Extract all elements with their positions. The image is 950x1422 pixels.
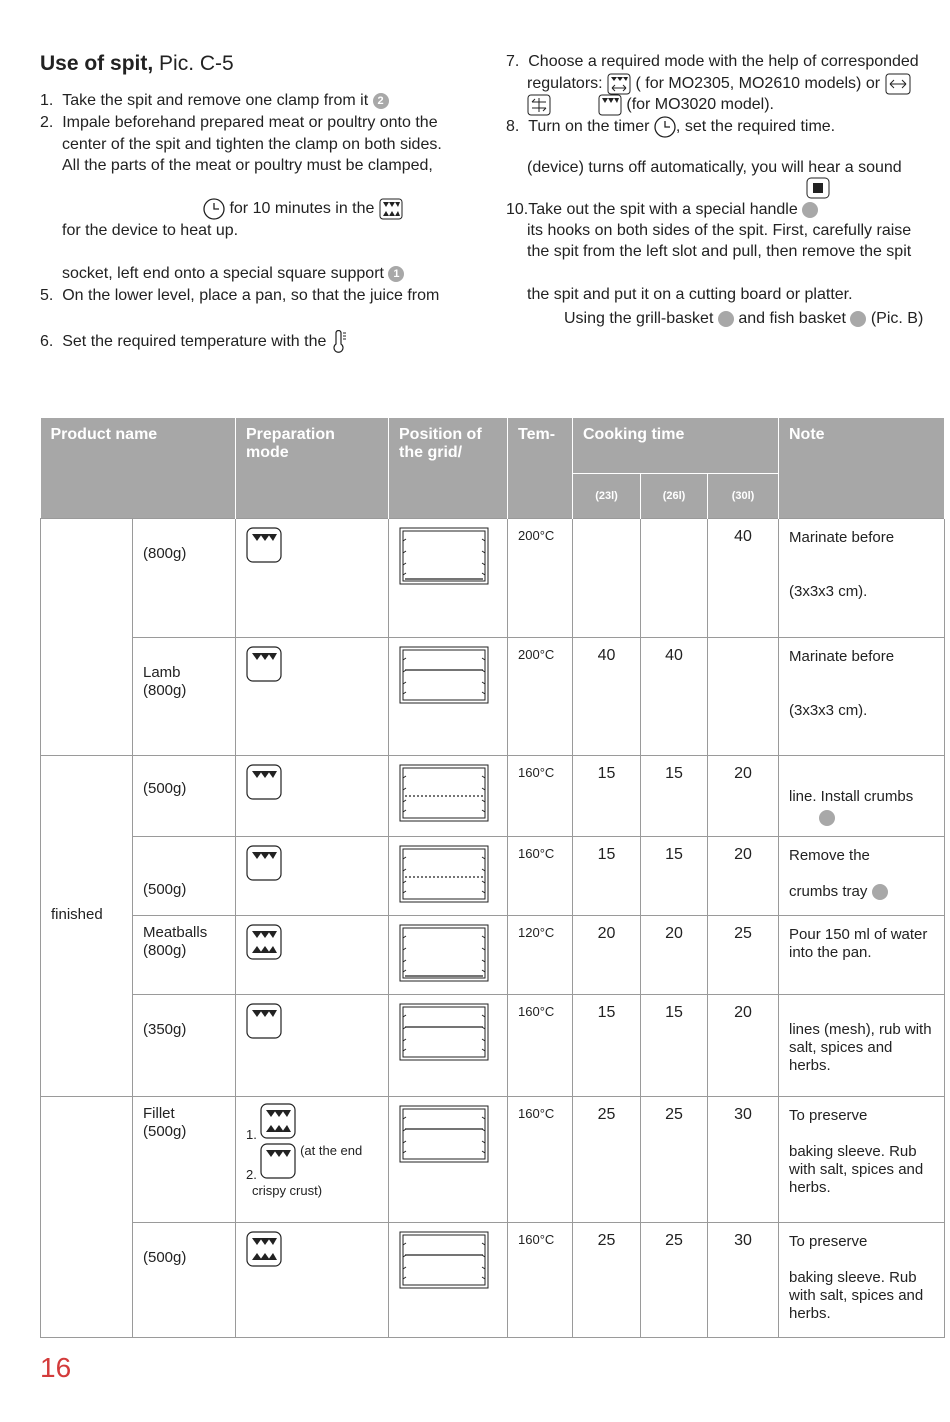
cooking-time-value: 15: [597, 1003, 616, 1021]
step-8: 8. Turn on the timer , set the required time.: [506, 116, 835, 138]
cooking-time-cell: [641, 518, 708, 637]
cooking-time-cell: [641, 1222, 708, 1337]
grid-position-icon: [399, 1105, 489, 1163]
cooking-time-cell: [641, 755, 708, 836]
cooking-time-cell: [573, 915, 641, 994]
header-23l: (23l): [573, 473, 641, 518]
cooking-time-value: 40: [734, 527, 752, 545]
grid-position-icon: [399, 924, 489, 982]
temperature-cell: [508, 518, 573, 637]
note-cell: [779, 1222, 945, 1337]
cooking-time-value: 25: [665, 1105, 683, 1123]
prep-mode-cell: [236, 755, 389, 836]
temperature-value: 160°C: [518, 1003, 555, 1019]
group-cell: [41, 755, 133, 1096]
product-name: (500g): [143, 880, 187, 898]
note-text: To preserve: [789, 1232, 868, 1250]
grid-position-cell: [389, 1222, 508, 1337]
step-4: socket, left end onto a special square support 1: [62, 265, 404, 283]
cooking-time-cell: [573, 994, 641, 1096]
step-7-line3: (for MO3020 model).: [527, 94, 774, 116]
cooking-time-value: 20: [734, 1003, 752, 1021]
temperature-value: 200°C: [518, 527, 555, 543]
cooking-time-cell: [708, 1096, 779, 1222]
note-cell: [779, 836, 945, 915]
grid-position-icon: [399, 845, 489, 903]
step-10-line3: the spit from the left slot and pull, then remove the spit: [527, 243, 912, 260]
cooking-time-value: 25: [597, 1231, 616, 1249]
section-title: Use of spit, Pic. C-5: [40, 52, 234, 75]
product-name: (350g): [143, 1020, 187, 1038]
callout-badge: 2: [373, 93, 389, 109]
step-9: (device) turns off automatically, you will hear a sound: [527, 159, 902, 176]
cooking-time-value: [573, 519, 640, 528]
prep-mode-cell: [236, 836, 389, 915]
product-cell: [133, 518, 236, 637]
table-row: [41, 637, 945, 755]
cooking-time-value: [708, 638, 778, 647]
grid-position-cell: [389, 994, 508, 1096]
callout-badge: [718, 311, 734, 327]
note-cell: [779, 994, 945, 1096]
note-cell: [779, 637, 945, 755]
cooking-time-value: 15: [665, 764, 683, 782]
temperature-cell: [508, 1222, 573, 1337]
cooking-time-value: 20: [734, 764, 752, 782]
cooking-time-cell: [573, 755, 641, 836]
timer-icon: [203, 198, 225, 220]
product-cell: [133, 637, 236, 755]
timer-icon: [654, 116, 676, 138]
table-row: [41, 915, 945, 994]
grid-position-icon: [399, 764, 489, 822]
header-preparation-mode: Preparation mode: [236, 418, 389, 518]
cooking-time-value: [641, 519, 707, 528]
temperature-value: 160°C: [518, 1231, 555, 1247]
grid-position-cell: [389, 518, 508, 637]
cooking-time-cell: [708, 1222, 779, 1337]
cooking-time-value: 30: [734, 1231, 752, 1249]
note-text: Marinate before: [789, 647, 895, 665]
table-row: [41, 755, 945, 836]
top-heat-mode-icon: [598, 94, 622, 116]
product-name: (500g): [143, 779, 187, 797]
header-30l: (30l): [708, 473, 779, 518]
cooking-time-value: 25: [665, 1231, 683, 1249]
cooking-time-cell: [708, 637, 779, 755]
cooking-time-value: 40: [597, 646, 616, 664]
product-cell: [133, 915, 236, 994]
stop-icon: [806, 177, 830, 204]
header-product-name: Product name: [41, 418, 236, 518]
cooking-time-cell: [573, 1222, 641, 1337]
step-6: 6. Set the required temperature with the: [40, 330, 347, 354]
product-cell: [133, 1222, 236, 1337]
header-note: Note: [779, 418, 945, 518]
cooking-time-cell: [641, 836, 708, 915]
step-1: 1. Take the spit and remove one clamp from it 2: [40, 92, 389, 110]
note-text: Pour 150 ml of water into the pan.: [789, 925, 928, 961]
product-name: (800g): [143, 544, 187, 562]
temperature-value: 160°C: [518, 1105, 555, 1121]
cooking-time-cell: [708, 994, 779, 1096]
group-cell: [41, 1096, 133, 1337]
temperature-cell: [508, 755, 573, 836]
note-text: Marinate before: [789, 528, 895, 546]
prep-mode-cell: [236, 994, 389, 1096]
prep-mode-cell: [236, 518, 389, 637]
arrows-mode-icon: [885, 73, 911, 95]
product-cell: [133, 755, 236, 836]
temperature-value: 120°C: [518, 924, 555, 940]
note-text: crumbs tray: [789, 882, 868, 900]
cooking-time-value: 30: [734, 1105, 752, 1123]
callout-badge: [819, 810, 835, 826]
temperature-cell: [508, 836, 573, 915]
cooking-time-value: 25: [734, 924, 752, 942]
grid-position-icon: [399, 1003, 489, 1061]
note-cell: [779, 755, 945, 836]
cooking-time-cell: [573, 637, 641, 755]
table-row: [41, 836, 945, 915]
cooking-time-cell: [641, 994, 708, 1096]
prep-mode-cell: [236, 1222, 389, 1337]
table-row: [41, 1096, 945, 1222]
cooking-time-value: 15: [597, 845, 616, 863]
page-number: 16: [40, 1352, 72, 1383]
note-text: baking sleeve. Rub with salt, spices and herbs.: [789, 1268, 924, 1322]
callout-badge: [850, 311, 866, 327]
group-label: finished: [51, 905, 103, 923]
grid-position-cell: [389, 637, 508, 755]
top-heat-mode-icon: [260, 1143, 296, 1179]
cooking-time-value: 15: [665, 1003, 683, 1021]
note-text: Remove the: [789, 846, 870, 864]
grid-position-cell: [389, 755, 508, 836]
cooking-time-cell: [708, 518, 779, 637]
prep-mode-cell: [236, 637, 389, 755]
temperature-cell: [508, 994, 573, 1096]
step-10-line4: the spit and put it on a cutting board or platter.: [527, 286, 853, 303]
cooking-time-value: 20: [597, 924, 616, 942]
note-text: (3x3x3 cm).: [789, 582, 868, 600]
top-heat-mode-icon: [246, 646, 282, 682]
top-heat-mode-icon: [246, 764, 282, 800]
table-row: [41, 1222, 945, 1337]
cooking-time-value: 40: [665, 646, 683, 664]
top-bottom-heat-mode-icon: [260, 1103, 296, 1139]
note-text: baking sleeve. Rub with salt, spices and herbs.: [789, 1142, 924, 1196]
note-text: lines (mesh), rub with salt, spices and herbs.: [789, 1020, 932, 1074]
temperature-value: 160°C: [518, 764, 555, 780]
grid-position-cell: [389, 836, 508, 915]
cooking-time-value: 15: [665, 845, 683, 863]
note-text: (3x3x3 cm).: [789, 701, 868, 719]
thermometer-icon: [331, 330, 347, 354]
note-text: line. Install crumbs: [789, 787, 914, 805]
top-bottom-heat-mode-icon: [246, 924, 282, 960]
cooking-time-cell: [708, 915, 779, 994]
temperature-cell: [508, 1096, 573, 1222]
step-2: 2. Impale beforehand prepared meat or poultry onto the: [40, 114, 438, 131]
step-2-line3: All the parts of the meat or poultry must be clamped,: [62, 157, 433, 174]
step-3-line1: for 10 minutes in the: [203, 198, 403, 220]
prep-note: (at the end: [300, 1142, 363, 1158]
step-number: 2.: [246, 1166, 257, 1182]
rotisserie-mode-icon: [527, 94, 551, 116]
cooking-time-cell: [641, 637, 708, 755]
step-3-line2: for the device to heat up.: [62, 222, 239, 239]
cooking-time-cell: [641, 1096, 708, 1222]
callout-badge: [802, 202, 818, 218]
top-bottom-heat-mode-icon: [246, 1231, 282, 1267]
note-text: To preserve: [789, 1106, 868, 1124]
product-cell: [133, 836, 236, 915]
prep-note: crispy crust): [252, 1182, 323, 1198]
step-10: 10.Take out the spit with a special handle: [506, 201, 818, 219]
step-5: 5. On the lower level, place a pan, so that the juice from: [40, 287, 440, 304]
product-cell: [133, 1096, 236, 1222]
cooking-time-value: 20: [665, 924, 683, 942]
top-heat-mode-icon: [246, 845, 282, 881]
group-cell: [41, 518, 133, 755]
temperature-cell: [508, 637, 573, 755]
cooking-time-cell: [573, 518, 641, 637]
prep-mode-cell: [236, 915, 389, 994]
grill-mode-icon: [379, 198, 403, 220]
cooking-time-value: 15: [597, 764, 616, 782]
cooking-time-cell: [573, 836, 641, 915]
cooking-table: [40, 418, 945, 1338]
table-row: [41, 994, 945, 1096]
header-cooking-time: Cooking time: [573, 418, 779, 473]
note-cell: [779, 518, 945, 637]
header-26l: (26l): [641, 473, 708, 518]
grid-position-icon: [399, 527, 489, 585]
product-name: Lamb (800g): [143, 663, 187, 699]
grid-position-icon: [399, 1231, 489, 1289]
cooking-time-cell: [708, 836, 779, 915]
step-10-line2: its hooks on both sides of the spit. First, carefully raise: [527, 222, 912, 239]
step-2-line2: center of the spit and tighten the clamp on both sides.: [62, 136, 442, 153]
callout-badge: 1: [388, 266, 404, 282]
callout-badge: [872, 884, 888, 900]
cooking-time-value: 20: [734, 845, 752, 863]
grid-position-icon: [399, 646, 489, 704]
header-position: Position of the grid/: [389, 418, 508, 518]
product-name: Meatballs (800g): [143, 923, 208, 959]
product-name: Fillet (500g): [143, 1104, 187, 1140]
header-temperature: Tem-: [508, 418, 573, 518]
note-cell: [779, 915, 945, 994]
grid-position-cell: [389, 1096, 508, 1222]
top-heat-mode-icon: [246, 1003, 282, 1039]
grid-position-cell: [389, 915, 508, 994]
step-7-line2: regulators: ( for MO2305, MO2610 models) or: [527, 73, 911, 95]
product-name: (500g): [143, 1248, 187, 1266]
top-heat-mode-icon: [246, 527, 282, 563]
prep-mode-cell: [236, 1096, 389, 1222]
table-row: [41, 518, 945, 637]
cooking-time-cell: [641, 915, 708, 994]
convection-mode-icon: [607, 73, 631, 95]
cooking-time-value: 25: [597, 1105, 616, 1123]
cooking-time-cell: [708, 755, 779, 836]
product-cell: [133, 994, 236, 1096]
temperature-cell: [508, 915, 573, 994]
temperature-value: 160°C: [518, 845, 555, 861]
cooking-time-cell: [573, 1096, 641, 1222]
step-number: 1.: [246, 1126, 257, 1142]
note-cell: [779, 1096, 945, 1222]
step-7: 7. Choose a required mode with the help of corresponded: [506, 53, 919, 70]
step-11: Using the grill-basket and fish basket (Pic. B): [564, 310, 924, 327]
temperature-value: 200°C: [518, 646, 555, 662]
